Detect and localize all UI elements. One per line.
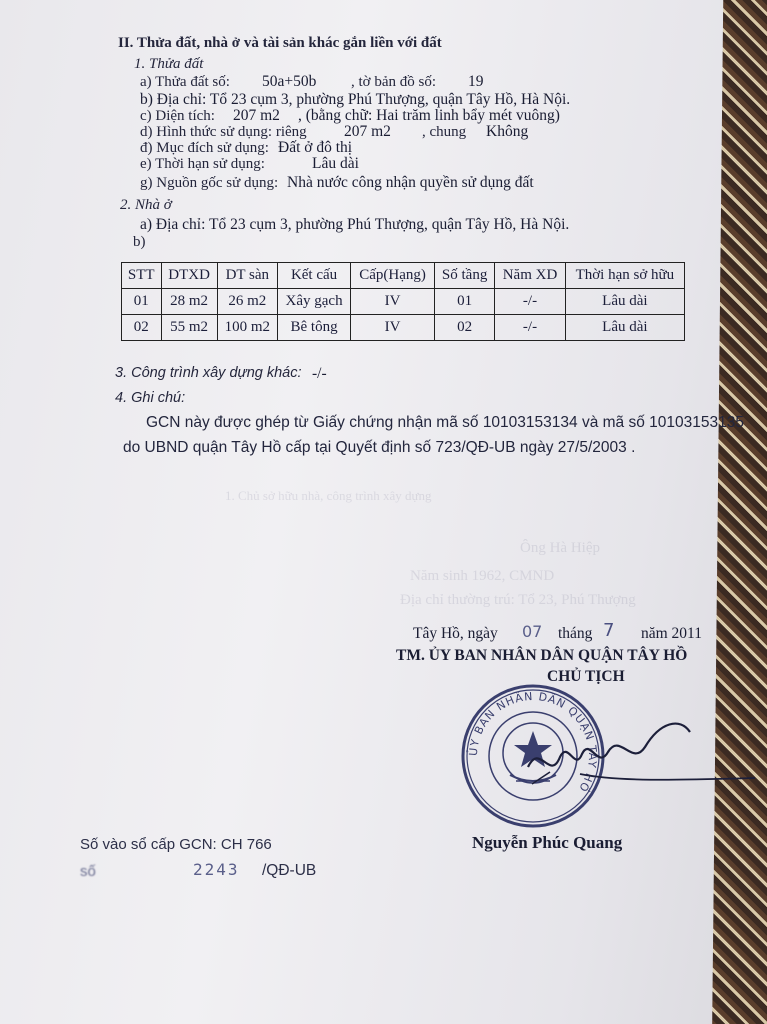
table-cell: Bê tông	[277, 315, 350, 341]
seal-text: ỦY BAN NHÂN DÂN QUẬN TÂY HỒ	[466, 689, 600, 795]
house-address: a) Địa chỉ: Tổ 23 cụm 3, phường Phú Thượng, quận Tây Hồ, Hà Nội.	[140, 216, 570, 233]
usage-private: 207 m2	[344, 123, 391, 140]
area-words: , (bằng chữ: Hai trăm linh bẩy mét vuông)	[298, 107, 560, 124]
area-value: 207 m2	[233, 107, 280, 124]
signature-icon	[520, 712, 760, 802]
table-header: Kết cấu	[277, 263, 350, 289]
table-cell: 02	[434, 315, 494, 341]
area-label: c) Diện tích:	[140, 108, 215, 124]
date-month: 7	[603, 620, 615, 641]
parcel-value: 50a+50b	[262, 73, 317, 90]
decision-number: 2243	[193, 860, 240, 879]
table-cell: IV	[351, 289, 435, 315]
house-b-label: b)	[133, 234, 146, 250]
table-cell: -/-	[495, 315, 565, 341]
term-value: Lâu dài	[312, 155, 359, 172]
table-cell: 28 m2	[161, 289, 217, 315]
land-address: b) Địa chỉ: Tổ 23 cụm 3, phường Phú Thượng, quận Tây Hồ, Hà Nội.	[140, 91, 571, 108]
table-header: Thời hạn sở hữu	[565, 263, 684, 289]
term-label: e) Thời hạn sử dụng:	[140, 156, 265, 172]
table-header: Năm XD	[495, 263, 565, 289]
house-table	[121, 262, 685, 341]
house-heading: 2. Nhà ở	[120, 197, 172, 213]
usage-shared: Không	[486, 123, 529, 140]
other-works-label: 3. Công trình xây dựng khác:	[115, 365, 302, 381]
table-cell: 01	[122, 289, 162, 315]
bleed-through: Ông Hà Hiệp	[520, 540, 600, 556]
notes-heading: 4. Ghi chú:	[115, 390, 186, 406]
bleed-through: Năm sinh 1962, CMND	[410, 568, 555, 584]
table-header: DT sàn	[217, 263, 277, 289]
notes-line-1: GCN này được ghép từ Giấy chứng nhận mã số 10103153134 và mã số 10103153135	[146, 414, 744, 431]
date-day: 07	[522, 622, 543, 641]
date-year: năm 2011	[641, 625, 702, 642]
table-cell: Lâu dài	[565, 315, 684, 341]
table-header: STT	[122, 263, 162, 289]
table-cell: 55 m2	[161, 315, 217, 341]
table-header: Số tầng	[434, 263, 494, 289]
table-header-row	[122, 263, 685, 289]
table-header: Cấp(Hạng)	[351, 263, 435, 289]
origin-label: g) Nguồn gốc sử dụng:	[140, 175, 279, 191]
usage-shared-label: , chung	[422, 124, 467, 140]
table-cell: Lâu dài	[565, 289, 684, 315]
signing-org: TM. ỦY BAN NHÂN DÂN QUẬN TÂY HỒ	[396, 647, 688, 664]
registry-entry: Số vào sổ cấp GCN: CH 766	[80, 836, 272, 853]
date-month-label: tháng	[558, 625, 593, 642]
map-value: 19	[468, 73, 484, 90]
signing-title: CHỦ TỊCH	[547, 668, 625, 685]
usage-form-label: d) Hình thức sử dụng: riêng	[140, 124, 307, 140]
table-cell: 02	[122, 315, 162, 341]
decision-label: số	[80, 863, 96, 880]
table-row	[122, 289, 685, 315]
origin-value: Nhà nước công nhận quyền sử dụng đất	[287, 174, 534, 191]
table-header: DTXD	[161, 263, 217, 289]
purpose-value: Đất ở đô thị	[278, 139, 353, 156]
table-cell: 26 m2	[217, 289, 277, 315]
purpose-label: đ) Mục đích sử dụng:	[140, 140, 269, 156]
section-title: II. Thửa đất, nhà ở và tài sản khác gắn liền với đất	[118, 35, 442, 51]
table-cell: Xây gạch	[277, 289, 350, 315]
bleed-through: 1. Chủ sở hữu nhà, công trình xây dựng	[225, 488, 432, 503]
table-cell: -/-	[495, 289, 565, 315]
signer-name: Nguyễn Phúc Quang	[472, 833, 623, 852]
table-row	[122, 315, 685, 341]
land-heading: 1. Thửa đất	[134, 56, 204, 72]
other-works-value: -/-	[312, 365, 327, 382]
notes-line-2: do UBND quận Tây Hồ cấp tại Quyết định số 723/QĐ-UB ngày 27/5/2003 .	[123, 439, 636, 456]
parcel-label: a) Thửa đất số:	[140, 74, 230, 90]
decision-suffix: /QĐ-UB	[262, 862, 317, 879]
map-label: , tờ bản đồ số:	[351, 74, 437, 90]
table-cell: 100 m2	[217, 315, 277, 341]
date-place: Tây Hồ, ngày	[413, 625, 498, 642]
table-cell: IV	[351, 315, 435, 341]
bleed-through: Địa chỉ thường trú: Tổ 23, Phú Thượng	[400, 592, 636, 608]
table-cell: 01	[434, 289, 494, 315]
